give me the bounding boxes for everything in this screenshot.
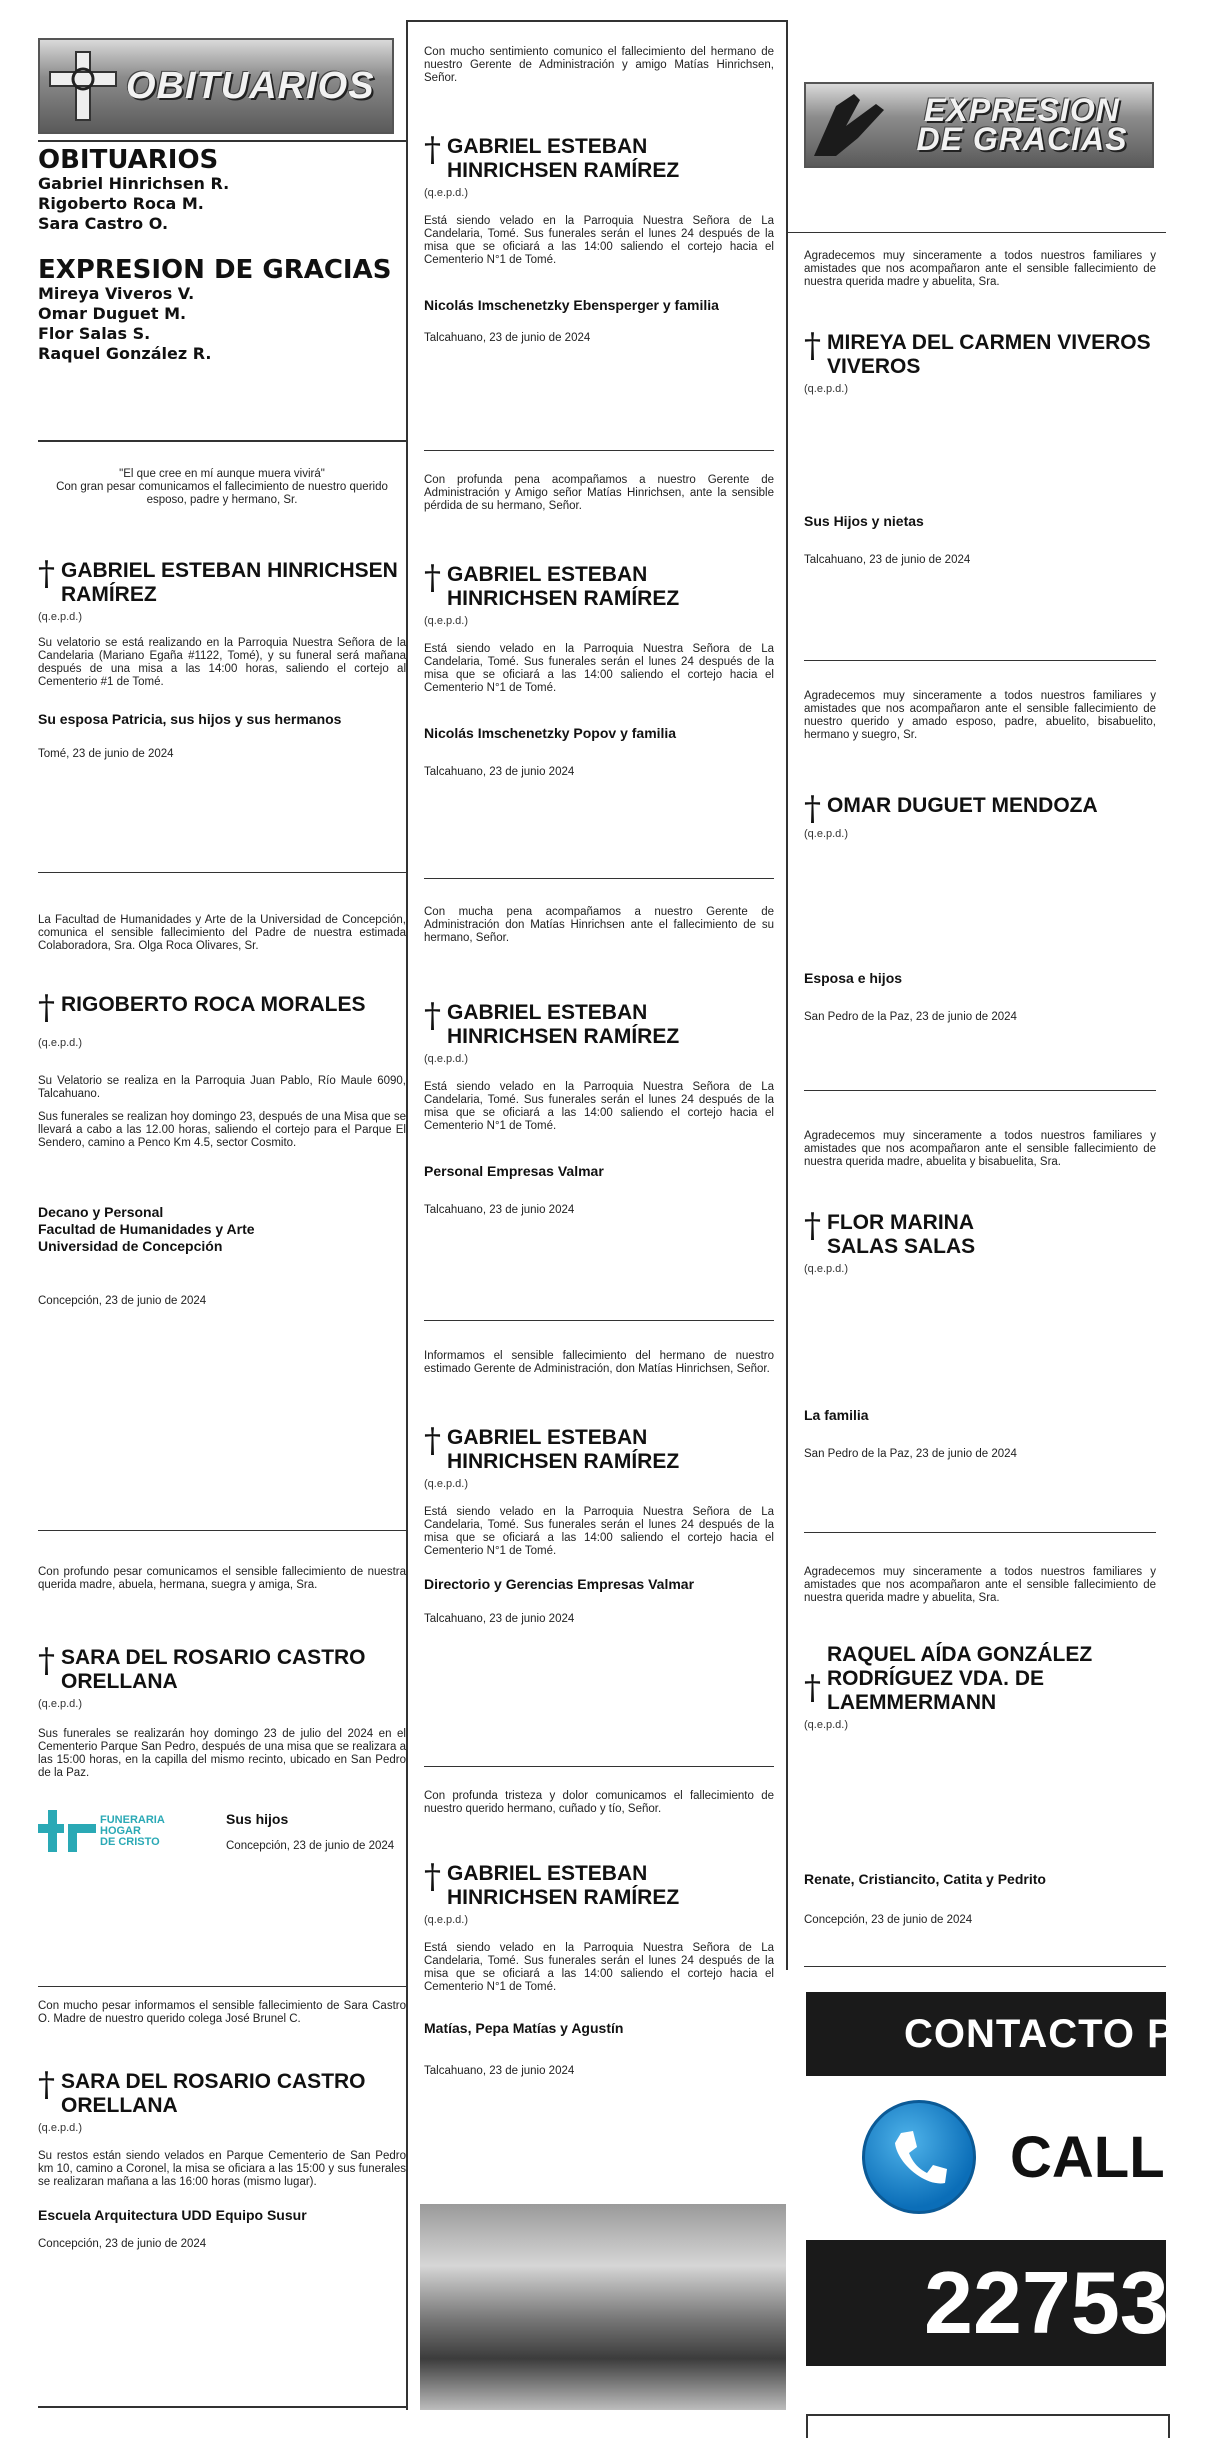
- notice-rip: (q.e.p.d.): [38, 1698, 83, 1710]
- notice-date: Talcahuano, 23 de junio 2024: [424, 2065, 575, 2077]
- notice-date: Talcahuano, 23 de junio 2024: [424, 1613, 575, 1625]
- notice-rip: (q.e.p.d.): [38, 1037, 83, 1049]
- cross-icon: †: [424, 996, 441, 1036]
- notice-signature: Sus Hijos y nietas: [804, 513, 924, 529]
- rule: [804, 1090, 1156, 1091]
- notice-body: Está siendo velado en la Parroquia Nuestra Señora de La Candelaria, Tomé. Sus funerales serán el lunes 24 después de la misa que se oficiará a las 14:00 saliendo el cortejo hacia el Cementerio N°1 de Tomé.: [424, 1506, 774, 1557]
- notice-rip: (q.e.p.d.): [804, 1263, 849, 1275]
- notice-intro: Con mucho sentimiento comunico el fallecimiento del hermano de nuestro Gerente de Administración y amigo Matías Hinrichsen, Señor.: [424, 46, 774, 84]
- notice-name: MIREYA DEL CARMEN VIVEROS VIVEROS: [827, 331, 1151, 378]
- funeraria-logo: [38, 1810, 165, 1852]
- notice: [424, 1790, 774, 2077]
- notice-intro: Con profundo pesar comunicamos el sensible fallecimiento de nuestra querida madre, abuela, hermana, suegra y amiga, Sra.: [38, 1566, 406, 1591]
- cross-icon: †: [424, 1421, 441, 1461]
- top-rule: [406, 20, 786, 22]
- rule: [424, 1320, 774, 1321]
- notice-name: GABRIEL ESTEBAN HINRICHSEN RAMÍREZ: [447, 563, 680, 610]
- notice-body: Sus funerales se realizarán hoy domingo 23 de julio del 2024 en el Cementerio Parque San Pedro, después de una misa que se realizara a las 15:00 horas, en la capilla del mismo recinto, ubicado en San Pedro de la Paz.: [38, 1728, 406, 1779]
- notice-signature: La familia: [804, 1407, 869, 1423]
- cross-icon: †: [804, 1668, 821, 1708]
- notice: [804, 250, 1156, 566]
- notice-name-block: [38, 1641, 406, 1694]
- cross-icon: †: [804, 789, 821, 829]
- index-item: Omar Duguet M.: [38, 304, 187, 323]
- cross-icon: †: [38, 1641, 55, 1681]
- notice-body: Está siendo velado en la Parroquia Nuestra Señora de La Candelaria, Tomé. Sus funerales serán el lunes 24 después de la misa que se oficiará a las 14:00 saliendo el cortejo hacia el Cementerio N°1 de Tomé.: [424, 215, 774, 266]
- notice: [424, 474, 774, 778]
- cross-icon: †: [424, 558, 441, 598]
- index-obit-heading: OBITUARIOS: [38, 145, 219, 175]
- funeraria-name: [100, 1815, 165, 1848]
- notice-signature: Nicolás Imschenetzky Popov y familia: [424, 725, 677, 741]
- notice-date: Concepción, 23 de junio de 2024: [804, 1914, 973, 1926]
- notice-name-block: [804, 1643, 1156, 1715]
- rule: [424, 450, 774, 451]
- contact-title-bar: [806, 1992, 1205, 2076]
- notice-name-block: [424, 996, 774, 1049]
- notice-name: GABRIEL ESTEBAN HINRICHSEN RAMÍREZ: [447, 1001, 680, 1048]
- notice-body: Su restos están siendo velados en Parque Cementerio de San Pedro km 10, camino a Coronel, la misa se oficiara a las 15:00 y sus funerales se realizaran mañana a las 16:00 horas (mismo lugar).: [38, 2150, 406, 2188]
- notice-date: Talcahuano, 23 de junio de 2024: [804, 554, 971, 566]
- notice: [804, 1130, 1156, 1460]
- notice-date: Concepción, 23 de junio de 2024: [38, 1295, 207, 1307]
- notice-date: Talcahuano, 23 de junio de 2024: [424, 332, 591, 344]
- notice-intro: Informamos el sensible fallecimiento del hermano de nuestro estimado Gerente de Administración, don Matías Hinrichsen, Señor.: [424, 1350, 774, 1375]
- notice-name: GABRIEL ESTEBAN HINRICHSEN RAMÍREZ: [61, 559, 398, 606]
- notice-signature: Su esposa Patricia, sus hijos y sus hermanos: [38, 711, 342, 727]
- notice-rip: (q.e.p.d.): [804, 383, 849, 395]
- notice-name: FLOR MARINA SALAS SALAS: [827, 1211, 976, 1258]
- index-item: Rigoberto Roca M.: [38, 194, 204, 213]
- notice-name: SARA DEL ROSARIO CASTRO ORELLANA: [61, 1646, 366, 1693]
- rule: [804, 1532, 1156, 1533]
- contact-number-bar: [806, 2240, 1218, 2366]
- notice-signature: Directorio y Gerencias Empresas Valmar: [424, 1576, 695, 1592]
- notice-name-block: [424, 1857, 774, 1910]
- funeraria-sign-block: [226, 1811, 406, 1852]
- notice-name-block: [424, 1421, 774, 1474]
- contact-number[interactable]: 227534: [924, 2253, 1218, 2352]
- notice-body: Su velatorio se está realizando en la Parroquia Nuestra Señora de la Candelaria (Mariano Egaña #1122, Tomé), y su funeral será mañana después de una misa a las 14:00 horas, saliendo el cortejo al Cementerio #1 de Tomé.: [38, 637, 406, 688]
- index-item: Gabriel Hinrichsen R.: [38, 174, 230, 193]
- notice: [804, 1566, 1156, 1926]
- rule: [804, 1966, 1166, 1967]
- notice-signature: Matías, Pepa Matías y Agustín: [424, 2020, 624, 2036]
- notice: [424, 906, 774, 1216]
- funeraria-line: FUNERARIA: [100, 1813, 165, 1826]
- gracias-banner-text: EXPRESION DE GRACIAS: [916, 92, 1128, 157]
- notice-date: Talcahuano, 23 de junio 2024: [424, 1204, 575, 1216]
- notice-intro: "El que cree en mí aunque muera vivirá" Con gran pesar comunicamos el fallecimiento de nuestro querido esposo, padre y hermano, Sr.: [56, 468, 388, 506]
- notice: [804, 690, 1156, 1023]
- call-label: CALL: [1010, 2125, 1165, 2190]
- notice-date: Tomé, 23 de junio de 2024: [38, 748, 174, 760]
- column-rule: [406, 20, 408, 2410]
- notice-name: GABRIEL ESTEBAN HINRICHSEN RAMÍREZ: [447, 1862, 680, 1909]
- notice-date: Talcahuano, 23 de junio 2024: [424, 766, 575, 778]
- cross-icon: †: [424, 130, 441, 170]
- notice-signature: Decano y Personal Facultad de Humanidades y Arte Universidad de Concepción: [38, 1204, 255, 1254]
- notice-body: Su Velatorio se realiza en la Parroquia Juan Pablo, Río Maule 6090, Talcahuano.: [38, 1075, 406, 1100]
- rule: [786, 232, 1166, 233]
- rule: [38, 2406, 406, 2408]
- rule: [38, 440, 406, 442]
- notice-name-block: [38, 554, 406, 607]
- notice-intro: Con profunda tristeza y dolor comunicamos el fallecimiento de nuestro querido hermano, cuñado y tío, Señor.: [424, 1790, 774, 1815]
- notice-rip: (q.e.p.d.): [424, 187, 469, 199]
- notice-rip: (q.e.p.d.): [424, 1478, 469, 1490]
- notice-intro: Con mucha pena acompañamos a nuestro Gerente de Administración don Matías Hinrichsen ante el fallecimiento de su hermano, Señor.: [424, 906, 774, 944]
- notice-name-block: [38, 988, 406, 1028]
- contact-title: CONTACTO PU: [904, 2012, 1205, 2056]
- notice: [38, 468, 406, 760]
- notice-intro: Agradecemos muy sinceramente a todos nuestros familiares y amistades que nos acompañaron ante el sensible fallecimiento de nuestra querida madre y abuelita, Sra.: [804, 1566, 1156, 1604]
- notice-signature: Renate, Cristiancito, Catita y Pedrito: [804, 1871, 1046, 1887]
- funeraria-line: HOGAR: [100, 1824, 141, 1837]
- phone-handset-icon: [865, 2103, 973, 2211]
- notice-name-block: [804, 1206, 1156, 1259]
- funeraria-row: [38, 1810, 406, 1852]
- notice: [424, 1350, 774, 1625]
- notice-rip: (q.e.p.d.): [38, 2122, 83, 2134]
- notice-date: Concepción, 23 de junio de 2024: [38, 2238, 207, 2250]
- notice-intro: La Facultad de Humanidades y Arte de la Universidad de Concepción, comunica el sensible fallecimiento del Padre de nuestra estimada Colaboradora, Sra. Olga Roca Olivares, Sr.: [38, 914, 406, 952]
- notice-rip: (q.e.p.d.): [424, 1053, 469, 1065]
- notice-rip: (q.e.p.d.): [804, 828, 849, 840]
- next-box-edge: [806, 2414, 1170, 2438]
- index-item: Raquel González R.: [38, 344, 212, 363]
- notice-signature: Sus hijos: [226, 1811, 289, 1827]
- notice-intro: Con mucho pesar informamos el sensible fallecimiento de Sara Castro O. Madre de nuestro querido colega José Brunel C.: [38, 2000, 406, 2025]
- notice-signature: Nicolás Imschenetzky Ebensperger y familia: [424, 297, 719, 313]
- notice-intro: Agradecemos muy sinceramente a todos nuestros familiares y amistades que nos acompañaron ante el sensible fallecimiento de nuestro querido y amado esposo, padre, abuelito, bisabuelito, hermano y suegro, Sr.: [804, 690, 1156, 741]
- obituarios-banner: [38, 38, 394, 134]
- notice-name-block: [424, 130, 774, 183]
- notice-signature: Esposa e hijos: [804, 970, 903, 986]
- cross-icon: †: [804, 326, 821, 366]
- notice-name: RIGOBERTO ROCA MORALES: [61, 993, 366, 1016]
- notice-intro: Con profunda pena acompañamos a nuestro Gerente de Administración y Amigo señor Matías Hinrichsen, ante la sensible pérdida de su hermano, Señor.: [424, 474, 774, 512]
- notice-rip: (q.e.p.d.): [38, 611, 83, 623]
- notice: [38, 1566, 406, 1852]
- index-gracias-heading: EXPRESION DE GRACIAS: [38, 255, 392, 285]
- cross-icon: †: [38, 2065, 55, 2105]
- notice-name: SARA DEL ROSARIO CASTRO ORELLANA: [61, 2070, 366, 2117]
- notice-name-block: [424, 558, 774, 611]
- notice-date: San Pedro de la Paz, 23 de junio de 2024: [804, 1448, 1017, 1460]
- index-item: Sara Castro O.: [38, 214, 169, 233]
- notice-intro: Agradecemos muy sinceramente a todos nuestros familiares y amistades que nos acompañaron ante el sensible fallecimiento de nuestra querida madre, abuelita y bisabuelita, Sra.: [804, 1130, 1156, 1168]
- notice-name: GABRIEL ESTEBAN HINRICHSEN RAMÍREZ: [447, 1426, 680, 1473]
- notice-rip: (q.e.p.d.): [424, 1914, 469, 1926]
- cross-icon: †: [424, 1857, 441, 1897]
- rule: [38, 872, 406, 873]
- cross-icon: †: [38, 988, 55, 1028]
- notice-name-block: [804, 326, 1156, 379]
- notice-name-block: [38, 2065, 406, 2118]
- rule: [38, 1986, 406, 1987]
- notice-body-2: Sus funerales se realizan hoy domingo 23, después de una Misa que se llevará a cabo a las 12.00 horas, saliendo el cortejo para el Parque El Sendero, camino a Penco Km 4.5, sector Cosmito.: [38, 1111, 406, 1149]
- index-box: [38, 146, 406, 364]
- cross-icon: †: [38, 554, 55, 594]
- notice-signature: Personal Empresas Valmar: [424, 1163, 604, 1179]
- cross-icon: †: [804, 1206, 821, 1246]
- rule: [424, 1766, 774, 1767]
- column-rule: [786, 20, 788, 1970]
- notice-body: Está siendo velado en la Parroquia Nuestra Señora de La Candelaria, Tomé. Sus funerales serán el lunes 24 después de la misa que se oficiará a las 14:00 saliendo el cortejo hacia el Cementerio N°1 de Tomé.: [424, 1081, 774, 1132]
- notice-intro: Agradecemos muy sinceramente a todos nuestros familiares y amistades que nos acompañaron ante el sensible fallecimiento de nuestra querida madre y abuelita, Sra.: [804, 250, 1156, 288]
- ornament-cross-icon: [40, 46, 126, 126]
- notice-date: Concepción, 23 de junio de 2024: [226, 1840, 395, 1852]
- index-item: Flor Salas S.: [38, 324, 151, 343]
- praying-hands-icon: [806, 86, 902, 164]
- notice-body: Está siendo velado en la Parroquia Nuestra Señora de La Candelaria, Tomé. Sus funerales serán el lunes 24 después de la misa que se oficiará a las 14:00 saliendo el cortejo hacia el Cementerio N°1 de Tomé.: [424, 1942, 774, 1993]
- notice: [38, 2000, 406, 2250]
- notice-name-block: [804, 789, 1156, 829]
- phone-icon[interactable]: [862, 2100, 976, 2214]
- notice-name: OMAR DUGUET MENDOZA: [827, 794, 1098, 817]
- notice-date: San Pedro de la Paz, 23 de junio de 2024: [804, 1011, 1017, 1023]
- notice-body: Está siendo velado en la Parroquia Nuestra Señora de La Candelaria, Tomé. Sus funerales serán el lunes 24 después de la misa que se oficiará a las 14:00 saliendo el cortejo hacia el Cementerio N°1 de Tomé.: [424, 643, 774, 694]
- rule: [804, 660, 1156, 661]
- notice-rip: (q.e.p.d.): [424, 615, 469, 627]
- notice-signature: Escuela Arquitectura UDD Equipo Susur: [38, 2207, 307, 2223]
- index-item: Mireya Viveros V.: [38, 284, 195, 303]
- funeraria-line: DE CRISTO: [100, 1835, 160, 1848]
- notice-name: RAQUEL AÍDA GONZÁLEZ RODRÍGUEZ VDA. DE LAEMMERMANN: [827, 1643, 1093, 1714]
- notice: [38, 914, 406, 1307]
- notice: [424, 46, 774, 344]
- notice-rip: (q.e.p.d.): [804, 1719, 849, 1731]
- rule: [38, 1530, 406, 1531]
- funeraria-mark-icon: [38, 1810, 96, 1852]
- notice-name: GABRIEL ESTEBAN HINRICHSEN RAMÍREZ: [447, 135, 680, 182]
- decorative-sky-image: [420, 2204, 786, 2410]
- gracias-banner: [804, 82, 1154, 168]
- rule: [38, 140, 406, 142]
- rule: [424, 878, 774, 879]
- obituarios-banner-text: OBITUARIOS: [126, 64, 375, 107]
